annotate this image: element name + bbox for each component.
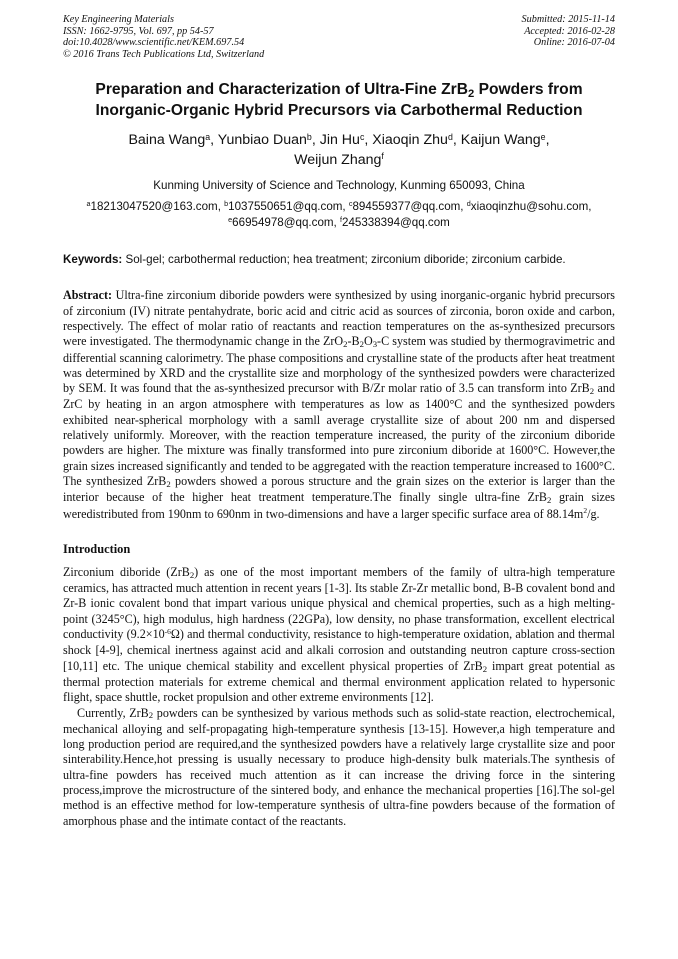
email: xiaoqinzhu@sohu.com, [470,200,592,214]
email: 18213047520@163.com, [90,200,221,214]
author-name: Baina Wang [128,132,206,149]
title-line-2: Inorganic-Organic Hybrid Precursors via Carbothermal Reduction [95,102,583,120]
keywords-label: Keywords: [63,253,123,267]
email: 894559377@qq.com, [352,200,464,214]
author-name: Kaijun Wang [460,132,541,149]
accepted-date: Accepted: 2016-02-28 [524,25,615,37]
copyright: © 2016 Trans Tech Publications Ltd, Switzerland [63,48,265,60]
author-list [63,131,615,170]
email: 245338394@qq.com [342,216,450,230]
journal-header [63,14,615,60]
affiliation: Kunming University of Science and Technology, Kunming 650093, China [153,179,525,193]
abstract-label: Abstract: [63,288,113,303]
abstract: Abstract: Ultra-fine zirconium diboride powders were synthesized by using inorganic-organic hybrid precursors of zirconium (IV) nitrate pentahydrate, boric acid and citric acid as sources of zirconia, boron oxide and carbon, respectively. The effect of molar ratio of reactants and reaction temperatures on the as-synthesized precursors were investigated. The thermodynamic change in the $ZrO_2-B_2O_3-C$ system was studied by thermogravimetric and differential scanning calorimetry. The phase compositions and crystalline state of the products after heat treatment was determined by XRD and the crystallite size and morphology of the synthesized powders were characterized by SEM. It was found that the as-synthesized precursor with B/Zr molar ratio of 3.5 can transform into ZrB$_2$ and ZrC by heating in an argon atmosphere with temperatures as low as 1400°C and the synthesized powders exhibited near-spherical morphology with a samll average crystallite size of about 200 nm and dispersed relatively uniformly. Moreover, with the reaction temperature increased, the purity of the zirconium diboride powders are higher. The mixture was finally transformed into pure zirconium diboride at 1600°C. However,the grain sizes increased significantly and tended to be aggregated with the reaction temperature increased to 1600°C. The synthesized ZrB$_2$ powders showed a porous structure and the grain sizes on the exterior is larger than the interior because of the higher heat treatment temperature.The finally single ultra-fine ZrB$_2$ grain sizes weredistributed from 190nm to 690nm in two-dimensions and have a larger specific surface area of $88.14m^2/g$. [63,288,616,521]
dates-info [522,14,615,60]
author-name: Weijun Zhang [294,151,382,168]
keywords-text: Sol-gel; carbothermal reduction; hea treatment; zirconium diboride; zirconium carbide. [122,253,566,267]
author-name: Yunbiao Duan [217,132,307,149]
email: 66954978@qq.com, [232,216,337,230]
authors-line-1: Baina Wang$^a$, Yunbiao Duan$^b$, Jin Hu$^c$, Xiaoqin Zhu$^d$, Kaijun Wang$^e$, [128,131,550,149]
intro-paragraph-2: Currently, ZrB$_2$ powders can be synthesized by various methods such as solid-state reaction, electrochemical, mechanical alloying and self-propagating high-temperature synthesis [13-15]. However,a high temperature and long production period are required,and the synthesized powders have a relatively large crystallite size and poor sinterability.Hence,hot pressing is usually necessary to produce high-density bulk materials.The synthesis of ultra-fine powders has received much attention as it can increase the driving force in the sintering process,improve the microstructure of the sintered body, and enhance the mechanical properties [16].The sol-gel method is an effective method for low-temperature synthesis of ultra-fine powders because of the formation of amorphous phase and the intimate contact of the reactants. [63,705,615,828]
author-name: Xiaoqin Zhu [372,132,448,149]
journal-name: Key Engineering Materials [63,14,174,25]
emails-line-2: $^e$66954978@qq.com, $^f$245338394@qq.com [228,215,450,230]
publication-info [63,14,264,60]
author-name: Jin Hu [319,132,360,149]
authors-line-2: Weijun Zhang$^f$ [294,151,384,168]
keywords [63,252,615,267]
online-date: Online: 2016-07-04 [533,37,615,49]
emails-line-1: $^a$18213047520@163.com, $^b$1037550651@qq.com, $^c$894559377@qq.com, $^d$xiaoqinzhu@sohu.com, [86,199,592,214]
title-line-1: Preparation and Characterization of Ultra-Fine ZrB$_2$ Powders from [95,81,583,100]
paper-title [63,80,615,120]
submitted-date: Submitted: 2015-11-14 [521,14,615,25]
author-emails [63,199,615,231]
intro-paragraph-1: Zirconium diboride (ZrB$_2$) as one of the most important members of the family of ultra-high temperature ceramics, has attracted much attention in recent years [1-3]. Its stable Zr-Zr metallic bond, B-B covalent bond and Zr-B ionic covalent bond that impart various unique physical and chemical properties, such as a high melting-point (3245°C), high modulus, high hardness (22GPa), low density, no phase transformation, excellent electrical conductivity $(9.2\times 10^{-6}\Omega)$ and thermal conductivity, resistance to high-temperature oxidation, ablation and thermal shock [4-9], chemical inertness against acid and alkali corrosion and outstanding neutron capture cross-section [10,11] etc. The unique chemical stability and excellent physical properties of ZrB$_2$ impart great potential as thermal protection materials for extreme chemical and thermal environment application related to hypersonic flight, space shuttle, rocket propulsion and other extreme environments [12]. [63,564,615,705]
email: 1037550651@qq.com, [228,200,346,214]
section-heading-introduction: Introduction [63,541,131,556]
doi: doi:10.4028/www.scientific.net/KEM.697.54 [63,37,245,49]
paper-page [63,14,615,829]
issn: ISSN: 1662-9795, Vol. 697, pp 54-57 [63,25,214,37]
